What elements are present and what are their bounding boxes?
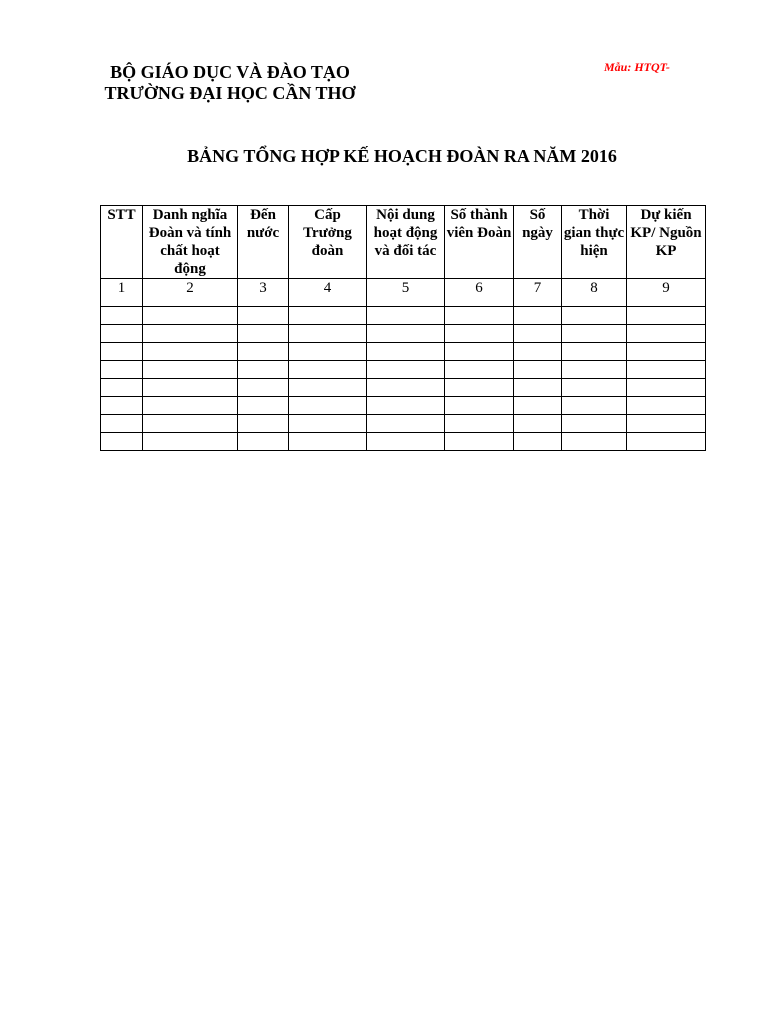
empty-table-row <box>101 379 706 397</box>
empty-table-row <box>101 397 706 415</box>
column-header: Dự kiến KP/ Nguồn KP <box>627 206 706 279</box>
empty-table-row <box>101 307 706 325</box>
table-header-row <box>101 206 706 279</box>
table-cell <box>238 433 289 451</box>
table-cell <box>367 415 445 433</box>
table-cell <box>627 397 706 415</box>
table-cell <box>445 307 514 325</box>
document-title: BẢNG TỔNG HỢP KẾ HOẠCH ĐOÀN RA NĂM 2016 <box>187 146 617 166</box>
column-number: 6 <box>445 279 514 307</box>
table-cell <box>367 361 445 379</box>
table-cell <box>143 415 238 433</box>
table-cell <box>143 433 238 451</box>
column-header: Danh nghĩa Đoàn và tính chất hoạt động <box>143 206 238 279</box>
table-cell <box>238 361 289 379</box>
empty-table-row <box>101 325 706 343</box>
column-number: 5 <box>367 279 445 307</box>
table-cell <box>514 433 562 451</box>
table-cell <box>101 415 143 433</box>
table-cell <box>562 397 627 415</box>
table-cell <box>101 343 143 361</box>
empty-table-row <box>101 361 706 379</box>
column-number: 8 <box>562 279 627 307</box>
ministry-name: BỘ GIÁO DỤC VÀ ĐÀO TẠO <box>110 62 350 82</box>
university-name: TRƯỜNG ĐẠI HỌC CẦN THƠ <box>104 83 356 103</box>
table-cell <box>562 325 627 343</box>
table-cell <box>445 325 514 343</box>
column-header: Thời gian thực hiện <box>562 206 627 279</box>
table-cell <box>289 415 367 433</box>
column-number: 3 <box>238 279 289 307</box>
empty-table-row <box>101 343 706 361</box>
table-cell <box>562 415 627 433</box>
table-cell <box>445 397 514 415</box>
table-cell <box>143 379 238 397</box>
table-cell <box>562 343 627 361</box>
table-cell <box>289 397 367 415</box>
table-cell <box>514 307 562 325</box>
table-cell <box>514 397 562 415</box>
column-number: 2 <box>143 279 238 307</box>
table-cell <box>445 361 514 379</box>
column-header: Nội dung hoạt động và đối tác <box>367 206 445 279</box>
table-cell <box>143 343 238 361</box>
column-header: Đến nước <box>238 206 289 279</box>
table-cell <box>445 415 514 433</box>
table-cell <box>143 397 238 415</box>
table-cell <box>367 307 445 325</box>
table-cell <box>143 307 238 325</box>
column-number: 4 <box>289 279 367 307</box>
table-cell <box>445 379 514 397</box>
table-cell <box>143 325 238 343</box>
table-cell <box>367 379 445 397</box>
column-number: 9 <box>627 279 706 307</box>
table-cell <box>101 361 143 379</box>
column-header: Số ngày <box>514 206 562 279</box>
table-cell <box>445 343 514 361</box>
table-cell <box>238 307 289 325</box>
table-cell <box>289 343 367 361</box>
table-cell <box>514 361 562 379</box>
table-cell <box>101 433 143 451</box>
empty-table-row <box>101 415 706 433</box>
table-cell <box>562 379 627 397</box>
plan-table <box>100 205 706 451</box>
institution-header <box>80 62 380 104</box>
table-cell <box>238 379 289 397</box>
table-cell <box>367 397 445 415</box>
table-cell <box>289 379 367 397</box>
column-header: Số thành viên Đoàn <box>445 206 514 279</box>
column-number: 1 <box>101 279 143 307</box>
table-cell <box>627 325 706 343</box>
table-cell <box>514 343 562 361</box>
table-cell <box>514 325 562 343</box>
form-code: Mẫu: HTQT- <box>604 60 670 74</box>
table-cell <box>627 307 706 325</box>
table-cell <box>367 433 445 451</box>
table-cell <box>238 415 289 433</box>
table-cell <box>562 433 627 451</box>
table-cell <box>289 307 367 325</box>
table-cell <box>101 307 143 325</box>
table-cell <box>238 343 289 361</box>
table-cell <box>445 433 514 451</box>
table-cell <box>367 343 445 361</box>
table-cell <box>514 415 562 433</box>
table-cell <box>101 397 143 415</box>
column-number-row <box>101 279 706 307</box>
table-cell <box>627 361 706 379</box>
table-cell <box>101 379 143 397</box>
table-cell <box>627 415 706 433</box>
empty-table-row <box>101 433 706 451</box>
table-cell <box>289 325 367 343</box>
table-cell <box>514 379 562 397</box>
table-cell <box>367 325 445 343</box>
table-cell <box>143 361 238 379</box>
table-cell <box>289 361 367 379</box>
table-cell <box>101 325 143 343</box>
column-header: STT <box>101 206 143 279</box>
table-cell <box>289 433 367 451</box>
table-cell <box>562 307 627 325</box>
table-cell <box>562 361 627 379</box>
table-cell <box>627 379 706 397</box>
column-header: Cấp Trưởng đoàn <box>289 206 367 279</box>
table-cell <box>238 397 289 415</box>
table-cell <box>627 343 706 361</box>
table-cell <box>627 433 706 451</box>
column-number: 7 <box>514 279 562 307</box>
table-cell <box>238 325 289 343</box>
